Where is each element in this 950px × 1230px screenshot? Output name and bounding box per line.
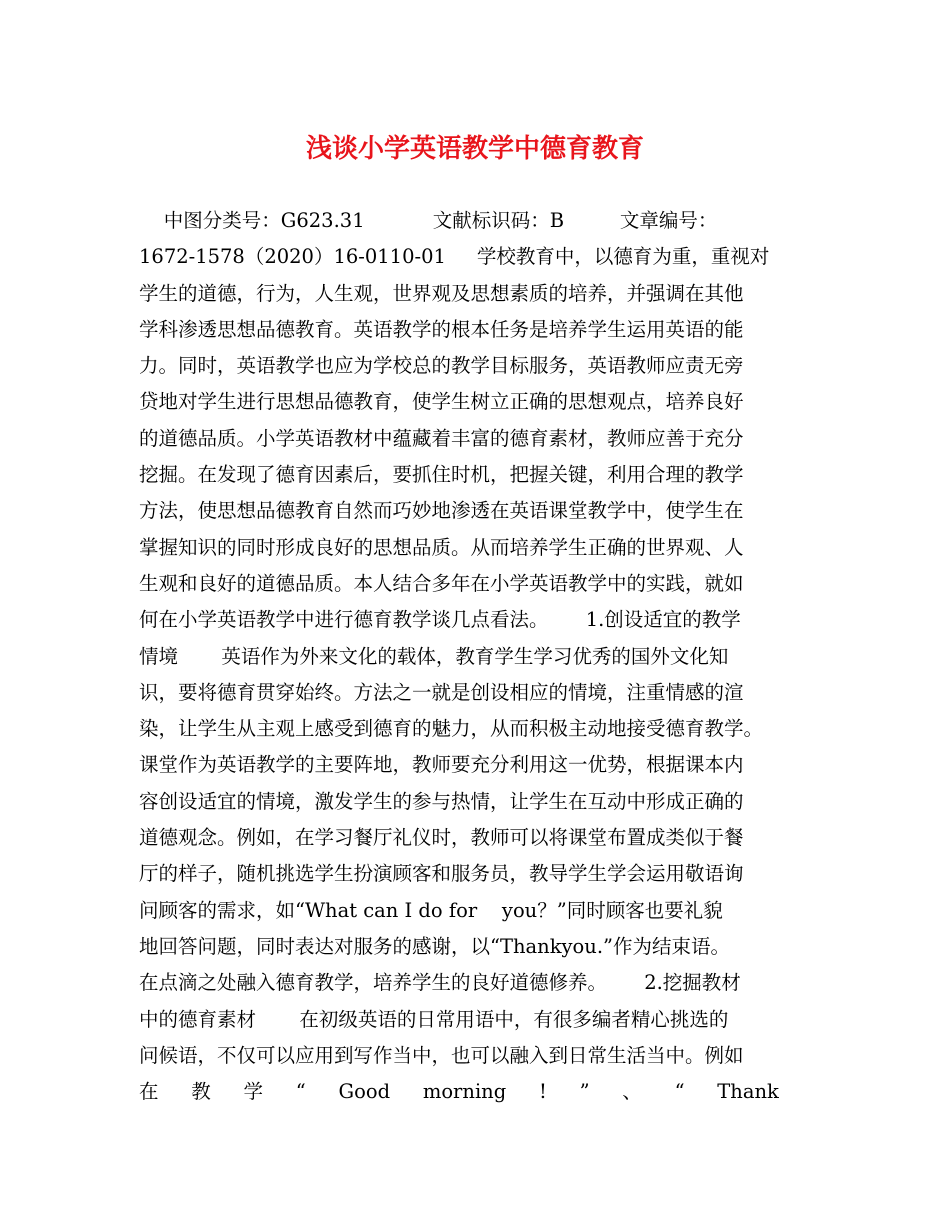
body-line: 染，让学生从主观上感受到德育的魅力，从而积极主动地接受德育教学。 [139,717,764,741]
body-line: 的道德品质。小学英语教材中蕴藏着丰富的德育素材，教师应善于充分 [139,426,744,450]
spread-token: 在 [139,1080,159,1104]
spread-token: morning [422,1080,507,1104]
document-title: 浅谈小学英语教学中德育教育 [305,134,644,164]
spread-token: “ [295,1080,306,1104]
body-line: 情境 英语作为外来文化的载体，教育学生学习优秀的国外文化知 [139,644,729,668]
body-line: 容创设适宜的情境，激发学生的参与热情，让学生在互动中形成正确的 [139,789,744,813]
body-line: 学科渗透思想品德教育。英语教学的根本任务是培养学生运用英语的能 [139,317,744,341]
body-line: 学生的道德，行为，人生观，世界观及思想素质的培养，并强调在其他 [139,281,744,305]
spread-token: “ [674,1080,685,1104]
body-line: 课堂作为英语教学的主要阵地，教师要充分利用这一优势，根据课本内 [139,753,744,777]
article-body [139,203,819,1110]
body-line: 生观和良好的道德品质。本人结合多年在小学英语教学中的实践，就如 [139,571,744,595]
body-line: 问候语，不仅可以应用到写作当中，也可以融入到日常生活当中。例如 [139,1043,744,1067]
spread-token: ” [579,1080,590,1104]
body-line: 地回答问题，同时表达对服务的感谢，以“Thankyou.”作为结束语。 [139,934,731,958]
body-line: 中图分类号：G623.31 文献标识码：B 文章编号： [139,209,718,232]
spread-token: 学 [243,1080,264,1104]
body-line: 方法，使思想品德教育自然而巧妙地渗透在英语课堂教学中，使学生在 [139,499,744,523]
body-line: 贷地对学生进行思想品德教育，使学生树立正确的思想观点，培养良好 [139,390,744,414]
spread-token: ! [538,1080,547,1104]
spread-token: 、 [622,1080,642,1104]
body-line: 道德观念。例如，在学习餐厅礼仪时，教师可以将课堂布置成类似于餐 [139,826,744,850]
body-line: 力。同时，英语教学也应为学校总的教学目标服务，英语教师应责无旁 [139,354,744,378]
body-line: 识，要将德育贯穿始终。方法之一就是创设相应的情境，注重情感的渲 [139,680,744,704]
spread-token: Good [338,1080,391,1104]
body-line: 何在小学英语教学中进行德育教学谈几点看法。 1.创设适宜的教学 [139,608,741,632]
body-line: 中的德育素材 在初级英语的日常用语中，有很多编者精心挑选的 [139,1007,729,1031]
body-line: 挖掘。在发现了德育因素后，要抓住时机，把握关键，利用合理的教学 [139,463,744,487]
spread-token: Thank [717,1080,779,1104]
body-line: 掌握知识的同时形成良好的思想品质。从而培养学生正确的世界观、人 [139,535,744,559]
body-line-spread [139,1074,779,1110]
body-line: 问顾客的需求，如“What can I do for you？”同时顾客也要礼貌 [139,898,723,922]
body-line: 1672-1578（2020）16-0110-01 学校教育中，以德育为重，重视对 [139,245,770,269]
spread-token: 教 [191,1080,211,1104]
body-line: 在点滴之处融入德育教学，培养学生的良好道德修养。 2.挖掘教材 [139,971,741,995]
body-line: 厅的样子，随机挑选学生扮演顾客和服务员，教导学生学会运用敬语询 [139,862,744,886]
